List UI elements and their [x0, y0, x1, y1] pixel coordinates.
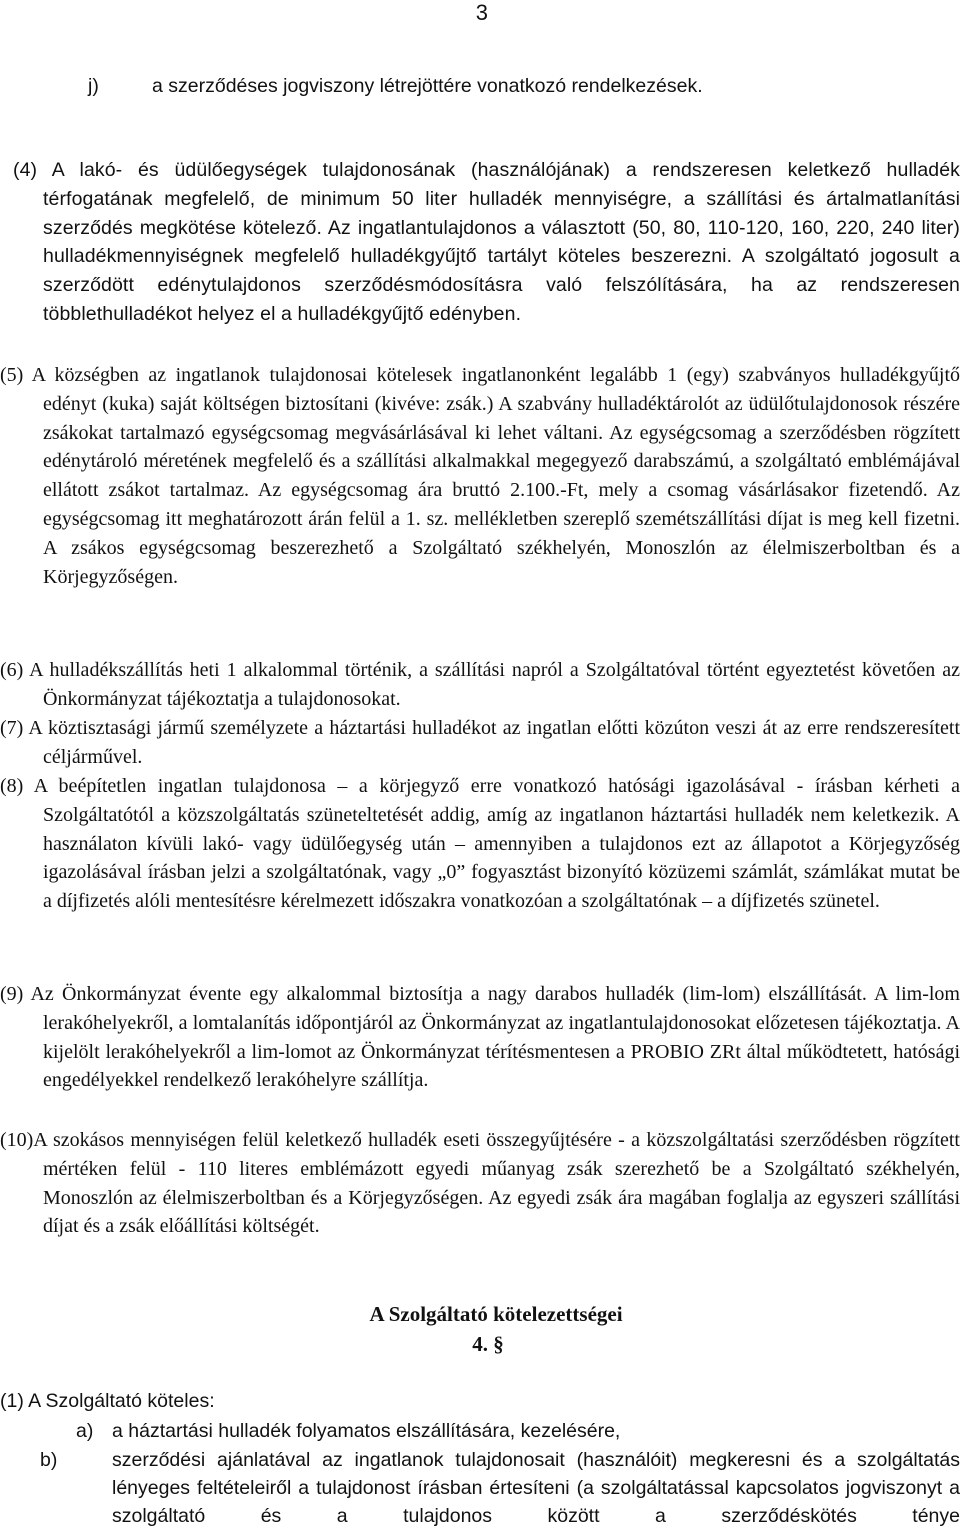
paragraph-7: (7) A köztisztasági jármű személyzete a háztartási hulladékot az ingatlan előtti közúton veszi át az erre rendszeresített céljárművel.	[0, 717, 960, 768]
duty-item-text: szerződési ajánlatával az ingatlanok tulajdonosait (használóit) megkeresni és a szolgáltatás lényeges feltételeiről a tulajdonost írásban értesíteni (a szolgáltatással kapcsolatos jogviszonyt a szolgáltató és a tulajdonos között a szerződéskötés ténye	[112, 1449, 960, 1527]
duty-item-label: b)	[40, 1449, 58, 1471]
duty-item-a	[76, 1417, 960, 1445]
paragraph-9: (9) Az Önkormányzat évente egy alkalommal biztosítja a nagy darabos hulladék (lim-lom) elszállítását. A lim-lom lerakóhelyekről, a lomtalanítás időpontjáról az Önkormányzat az ingatlantulajdonosokat előzetesen tájékoztatja. A kijelölt lerakóhelyekről a lim-lomot az Önkormányzat térítésmentesen a PROBIO ZRt által működtetett, hatósági engedélyekkel rendelkező lerakóhelyre szállítja.	[0, 983, 960, 1092]
list-item-label: j)	[88, 75, 99, 97]
duty-item-label: a)	[76, 1420, 94, 1442]
paragraph-8: (8) A beépítetlen ingatlan tulajdonosa – a körjegyző erre vonatkozó hatósági igazolásával - írásban kérheti a Szolgáltatótól a közszolgáltatás szüneteltetését addig, amíg az ingatlanon háztartási hulladék nem keletkezik. A használaton kívüli lakó- vagy üdülőegység után – amennyiben a tulajdonos ezt az állapotot a Körjegyzőség igazolásával írásban jelzi a szolgáltatónak, vagy „0” fogyasztást bizonyító közüzemi számlát, számlákat mutat be a díjfizetés alóli mentesítésre kérelmezett időszakra vonatkozóan a szolgáltatónak – a díjfizetés szünetel.	[0, 775, 960, 913]
page-number: 3	[475, 0, 488, 25]
paragraph-5: (5) A községben az ingatlanok tulajdonosai kötelesek ingatlanonként legalább 1 (egy) szabványos hulladékgyűjtő edényt (kuka) saját költségen biztosítani (kivéve: zsák.) A szabvány hulladéktárolót az üdülőtulajdonosok részére zsákokat tartalmazó egységcsomag megvásárlásával ki lehet váltani. Az egységcsomag a szerződésben rögzített edénytároló méretének megfelelő és a szállítási alkalmakkal megegyező darabszámú, a szolgáltató emblémájával ellátott zsákot tartalmaz. Az egységcsomag ára bruttó 2.100.-Ft, mely a csomag vásárlásakor fizetendő. Az egységcsomag itt meghatározott árán felül a 1. sz. mellékletben szereplő szemétszállítási díjat is meg kell fizetni. A zsákos egységcsomag beszerezhető a Szolgáltató székhelyén, Monoszlón az élelmiszerboltban és a Körjegyzőségen.	[0, 364, 960, 588]
section-number: 4. §	[472, 1332, 504, 1356]
paragraph-6: (6) A hulladékszállítás heti 1 alkalommal történik, a szállítási napról a Szolgáltatóval történt egyeztetést követően az Önkormányzat tájékoztatja a tulajdonosokat.	[0, 659, 960, 710]
list-item-text: a szerződéses jogviszony létrejöttére vonatkozó rendelkezések.	[152, 75, 703, 97]
duty-item-b	[40, 1446, 960, 1530]
paragraph-4: (4) A lakó- és üdülőegységek tulajdonosának (használójának) a rendszeresen keletkező hulladék térfogatának megfelelő, de minimum 50 liter hulladék mennyiségre, a szállítási és ártalmatlanítási szerződés megkötése kötelező. Az ingatlantulajdonos a választott (50, 80, 110-120, 160, 220, 240 liter) hulladékmennyiségnek megfelelő hulladékgyűjtő tartályt köteles beszerezni. A szolgáltató jogosult a szerződött edénytulajdonos szerződésmódosításra való felszólítására, ha az rendszeresen többlethulladékot helyez el a hulladékgyűjtő edényben.	[13, 159, 960, 325]
duties-intro: (1) A Szolgáltató köteles:	[0, 1390, 215, 1412]
paragraph-10: (10)A szokásos mennyiségen felül keletkező hulladék eseti összegyűjtésére - a közszolgáltatási szerződésben rögzített mértéken felül - 110 literes emblémázott egyedi műanyag zsák szerezhető be a Szolgáltató székhelyén, Monoszlón az élelmiszerboltban és a Körjegyzőségen. Az egyedi zsák ára magában foglalja az egyszeri szállítási díjat és a zsák előállítási költségét.	[0, 1129, 960, 1238]
duty-item-text: a háztartási hulladék folyamatos elszállítására, kezelésére,	[112, 1420, 621, 1442]
section-title: A Szolgáltató kötelezettségei	[369, 1302, 623, 1326]
list-item-j	[88, 72, 703, 100]
